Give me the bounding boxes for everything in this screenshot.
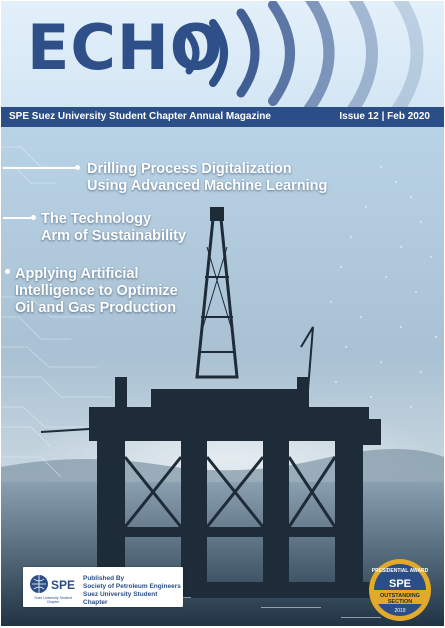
award-line2: SECTION [387,599,413,605]
headline-drilling-digitalization[interactable]: Drilling Process Digitalization Using Advanced Machine Learning [87,161,328,194]
oil-rig-scene [1,127,444,626]
publisher-logo-caption: Suez University Student Chapter [34,596,72,604]
headline-ai-optimize-production[interactable]: Applying Artificial Intelligence to Optimize Oil and Gas Production [15,266,178,316]
headline-3-dot [5,269,10,274]
issue-label: Issue 12 | Feb 2020 [339,111,430,122]
magazine-subtitle: SPE Suez University Student Chapter Annual Magazine [9,111,271,122]
publisher-logo-text: SPE [51,578,75,592]
headline-2-line [3,217,31,219]
award-logo-text: SPE [388,578,412,590]
spe-globe-logo [29,571,75,597]
publisher-text: Published By Society of Petroleum Engineers Suez University Student Chapter [83,575,181,606]
subtitle-bar [1,107,444,127]
magazine-cover [1,1,444,626]
headline-1-line [3,167,75,169]
headline-technology-sustainability[interactable]: The Technology Arm of Sustainability [41,211,187,244]
award-top-text: PRESIDENTIAL AWARD [371,568,429,574]
headline-2-dot [31,215,36,220]
sound-waves-icon [177,1,444,107]
masthead [1,1,444,107]
award-year: 2019 [394,608,406,614]
publisher-badge [23,567,183,607]
magazine-title: ECHO [27,11,224,84]
headline-1-dot [75,165,80,170]
award-line1: OUTSTANDING [380,593,420,599]
presidential-award-badge [367,557,433,623]
